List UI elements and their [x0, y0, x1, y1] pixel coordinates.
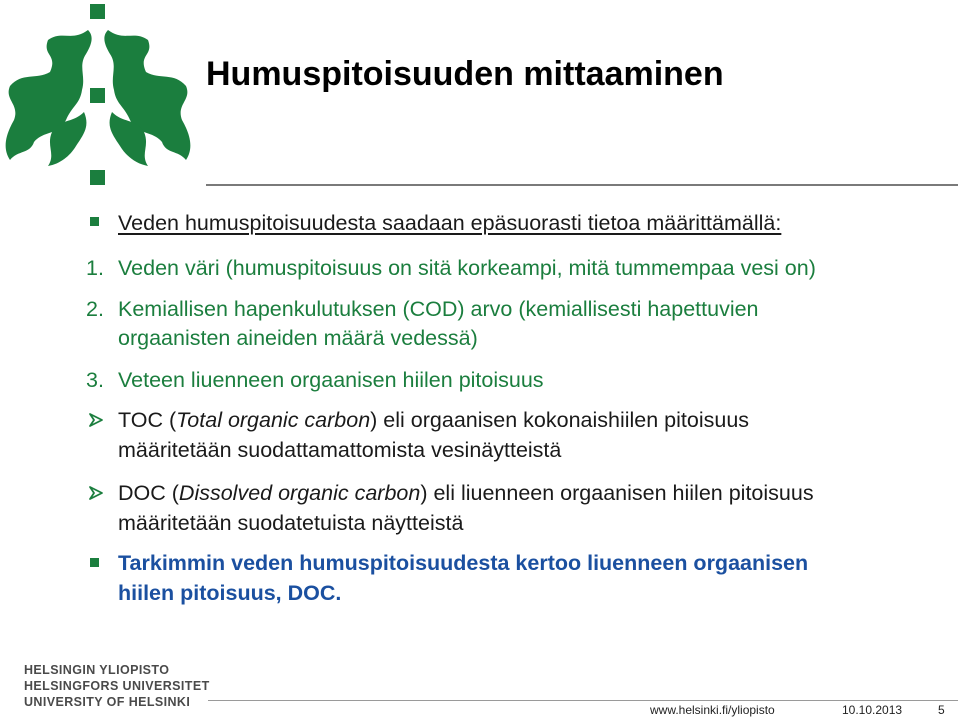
footer-date: 10.10.2013: [842, 703, 903, 717]
numbered-item-2-number: 2.: [86, 297, 104, 321]
toc-suffix: ) eli orgaanisen kokonaishiilen pitoisuus: [370, 408, 750, 432]
logo-square-bottom: [90, 170, 105, 185]
conclusion-line-2: hiilen pitoisuus, DOC.: [118, 581, 342, 605]
wordmark-line-en: UNIVERSITY OF HELSINKI: [24, 695, 191, 709]
title-divider: [206, 184, 958, 186]
bullet-square-icon: [90, 558, 99, 567]
toc-line-2: määritetään suodattamattomista vesinäytteistä: [118, 438, 562, 462]
conclusion-line-1: Tarkimmin veden humuspitoisuudesta kertoo liuenneen orgaanisen: [118, 551, 809, 575]
numbered-item-2-line-2: orgaanisten aineiden määrä vedessä): [118, 326, 478, 350]
slide-title: Humuspitoisuuden mittaaminen: [206, 55, 724, 93]
toc-prefix: TOC (: [118, 408, 177, 432]
numbered-item-1-number: 1.: [86, 256, 104, 280]
logo-square-top: [90, 4, 105, 19]
numbered-item-3-number: 3.: [86, 368, 104, 392]
toc-italic-term: Total organic carbon: [176, 408, 371, 432]
doc-line-2: määritetään suodatetuista näytteistä: [118, 511, 464, 535]
doc-prefix: DOC (: [118, 481, 179, 505]
footer-url[interactable]: www.helsinki.fi/yliopisto: [650, 703, 775, 717]
numbered-item-2-line-1: Kemiallisen hapenkulutuksen (COD) arvo (kemiallisesti hapettuvien: [118, 297, 759, 321]
arrow-bullet-icon: [88, 485, 104, 501]
university-wordmark: [24, 662, 210, 710]
numbered-item-1-text: Veden väri (humuspitoisuus on sitä korkeampi, mitä tummempaa vesi on): [118, 256, 816, 280]
university-flame-logo: [0, 0, 200, 192]
numbered-item-3-text: Veteen liuenneen orgaanisen hiilen pitoisuus: [118, 368, 544, 392]
footer-page-number: 5: [938, 703, 945, 717]
toc-line-1: [118, 407, 749, 433]
logo-square-middle: [90, 88, 105, 103]
footer-divider: [208, 700, 958, 701]
doc-suffix: ) eli liuenneen orgaanisen hiilen pitoisuus: [420, 481, 814, 505]
doc-line-1: [118, 480, 814, 506]
arrow-bullet-icon: [88, 412, 104, 428]
bullet-square-icon: [90, 217, 99, 226]
wordmark-line-fi: HELSINGIN YLIOPISTO: [24, 663, 170, 677]
intro-bullet-text: Veden humuspitoisuudesta saadaan epäsuorasti tietoa määrittämällä:: [118, 211, 782, 235]
doc-italic-term: Dissolved organic carbon: [178, 481, 421, 505]
wordmark-line-sv: HELSINGFORS UNIVERSITET: [24, 679, 210, 693]
